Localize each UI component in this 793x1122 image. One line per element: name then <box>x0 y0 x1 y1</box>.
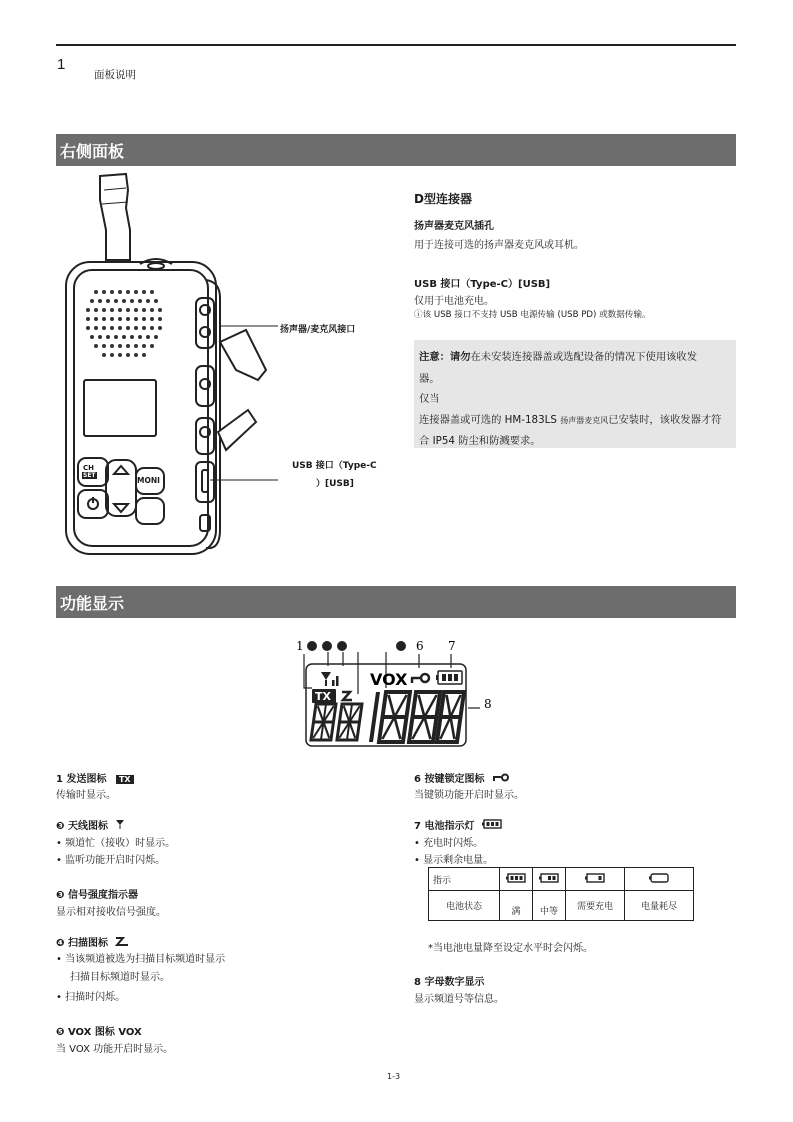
lcd-callout-4-marker <box>337 641 347 651</box>
caution-line4-a: 连接器盖或可选的 HM-183LS <box>419 414 561 426</box>
battery-footnote: *当电池电量降至设定水平时会闪烁。 <box>428 943 593 954</box>
caution-line1-rest: 在未安装连接器盖或选配设备的情况下使用该收发 <box>470 351 698 363</box>
item-antenna-heading <box>56 817 125 832</box>
battery-full-icon-cell <box>500 868 533 891</box>
header-rule <box>56 44 736 46</box>
battery-state-empty: 电量耗尽 <box>625 891 694 921</box>
item-vox-desc: 当 VOX 功能开启时显示。 <box>56 1044 174 1055</box>
battery-table-row-status <box>429 891 694 921</box>
item-vox-heading: ❺ VOX 图标 VOX <box>56 1027 142 1038</box>
lcd-callout-7: 7 <box>448 639 456 653</box>
caution-line4-b: 已安装时，该收发器才符 <box>608 414 722 426</box>
tx-icon: TX <box>116 775 134 784</box>
lcd-callout-8: 8 <box>484 697 492 711</box>
moni-key-label: MONI <box>137 476 160 485</box>
ch-key-label: CH <box>83 464 94 472</box>
item-battery-line2: • 显示剩余电量。 <box>414 855 494 866</box>
item-signal-desc: 显示相对接收信号强度。 <box>56 907 166 918</box>
battery-icon <box>482 819 502 829</box>
battery-empty-icon <box>649 873 669 883</box>
page-number: 1-3 <box>387 1072 401 1081</box>
item-keylock-desc: 当键锁功能开启时显示。 <box>414 790 524 801</box>
item-tx-heading <box>56 770 134 785</box>
lcd-callout-1: 1 <box>296 639 304 653</box>
item-battery-heading-text: 7 电池指示灯 <box>414 821 475 832</box>
caution-box <box>414 340 736 448</box>
item-scan-line3: • 扫描时闪烁。 <box>56 992 126 1003</box>
battery-low-icon <box>585 873 605 883</box>
lcd-callout-2-marker <box>307 641 317 651</box>
chapter-title: 面板说明 <box>94 69 136 81</box>
battery-medium-icon <box>539 873 559 883</box>
usb-desc: 仅用于电池充电。 <box>414 296 494 307</box>
battery-state-full: 满 <box>500 891 533 921</box>
item-scan-heading-text: ❹ 扫描图标 <box>56 938 108 949</box>
item-battery-heading <box>414 817 502 832</box>
lcd-vox-text: VOX <box>370 670 408 689</box>
battery-low-icon-cell <box>566 868 625 891</box>
battery-status-table <box>428 867 694 921</box>
item-antenna-line2: • 监听功能开启时闪烁。 <box>56 855 166 866</box>
item-alphanumeric-desc: 显示频道号等信息。 <box>414 994 504 1005</box>
callout-usb-line1: USB 接口（Type-C <box>292 461 377 471</box>
d-connector-title: D型连接器 <box>414 192 472 206</box>
item-tx-heading-text: 1 发送图标 <box>56 774 107 785</box>
caution-line4-small: 扬声器麦克风 <box>560 416 609 425</box>
lcd-tx-text: TX <box>315 690 331 703</box>
lcd-battery-icon <box>436 671 462 684</box>
battery-table-status-label: 电池状态 <box>429 891 500 921</box>
caution-line-4 <box>419 411 721 426</box>
item-alphanumeric-heading: 8 字母数字显示 <box>414 977 485 988</box>
section-bar-right-panel <box>56 134 736 166</box>
lcd-callout-5-marker <box>396 641 406 651</box>
speaker-jack-heading: 扬声器麦克风插孔 <box>414 221 494 232</box>
caution-label: 注意：请勿 <box>419 351 471 363</box>
scan-icon <box>115 937 129 946</box>
battery-table-row-indicator <box>429 868 694 891</box>
lcd-callout-6: 6 <box>416 639 424 653</box>
lcd-antenna-signal-icon <box>321 672 339 686</box>
battery-state-need-charge: 需要充电 <box>566 891 625 921</box>
key-lock-icon <box>492 773 510 782</box>
item-battery-line1: • 充电时闪烁。 <box>414 838 484 849</box>
antenna-icon <box>115 819 125 829</box>
item-antenna-heading-text: ❸ 天线图标 <box>56 821 108 832</box>
battery-state-medium: 中等 <box>533 891 566 921</box>
caution-line-5: 合 IP54 防尘和防溅要求。 <box>419 435 541 447</box>
section-title-right-panel: 右侧面板 <box>60 142 125 161</box>
callout-speaker-jack: 扬声器/麦克风接口 <box>280 325 356 335</box>
lcd-key-lock-icon <box>411 674 429 683</box>
section-title-function-display: 功能显示 <box>60 594 125 613</box>
item-keylock-heading-text: 6 按键锁定图标 <box>414 774 485 785</box>
item-signal-heading: ❸ 信号强度指示器 <box>56 890 138 901</box>
battery-medium-icon-cell <box>533 868 566 891</box>
caution-line-1 <box>419 348 697 363</box>
item-tx-desc: 传输时显示。 <box>56 790 116 801</box>
chapter-number: 1 <box>57 56 66 73</box>
caution-line-3: 仅当 <box>419 393 440 405</box>
radio-illustration <box>60 170 360 570</box>
lcd-callout-3-marker <box>322 641 332 651</box>
usb-heading: USB 接口（Type-C）[USB] <box>414 279 551 290</box>
usb-note: ⓘ该 USB 接口不支持 USB 电源传输 (USB PD) 或数据传输。 <box>414 310 651 320</box>
section-bar-function-display <box>56 586 736 618</box>
callout-usb-line2: ）[USB] <box>316 479 354 489</box>
lcd-display-diagram <box>290 636 510 750</box>
battery-empty-icon-cell <box>625 868 694 891</box>
item-scan-heading <box>56 934 129 949</box>
speaker-jack-desc: 用于连接可选的扬声器麦克风或耳机。 <box>414 240 584 251</box>
battery-table-indicator-label: 指示 <box>429 868 500 891</box>
lcd-scan-icon <box>342 692 352 700</box>
caution-line-2: 器。 <box>419 373 440 385</box>
battery-full-icon <box>506 873 526 883</box>
item-keylock-heading <box>414 770 510 785</box>
item-scan-line1: • 当该频道被选为扫描目标频道时显示 <box>56 954 226 965</box>
item-antenna-line1: • 频道忙（接收）时显示。 <box>56 838 176 849</box>
item-scan-line2: 扫描目标频道时显示。 <box>70 972 170 983</box>
set-key-label: SET <box>83 472 96 479</box>
